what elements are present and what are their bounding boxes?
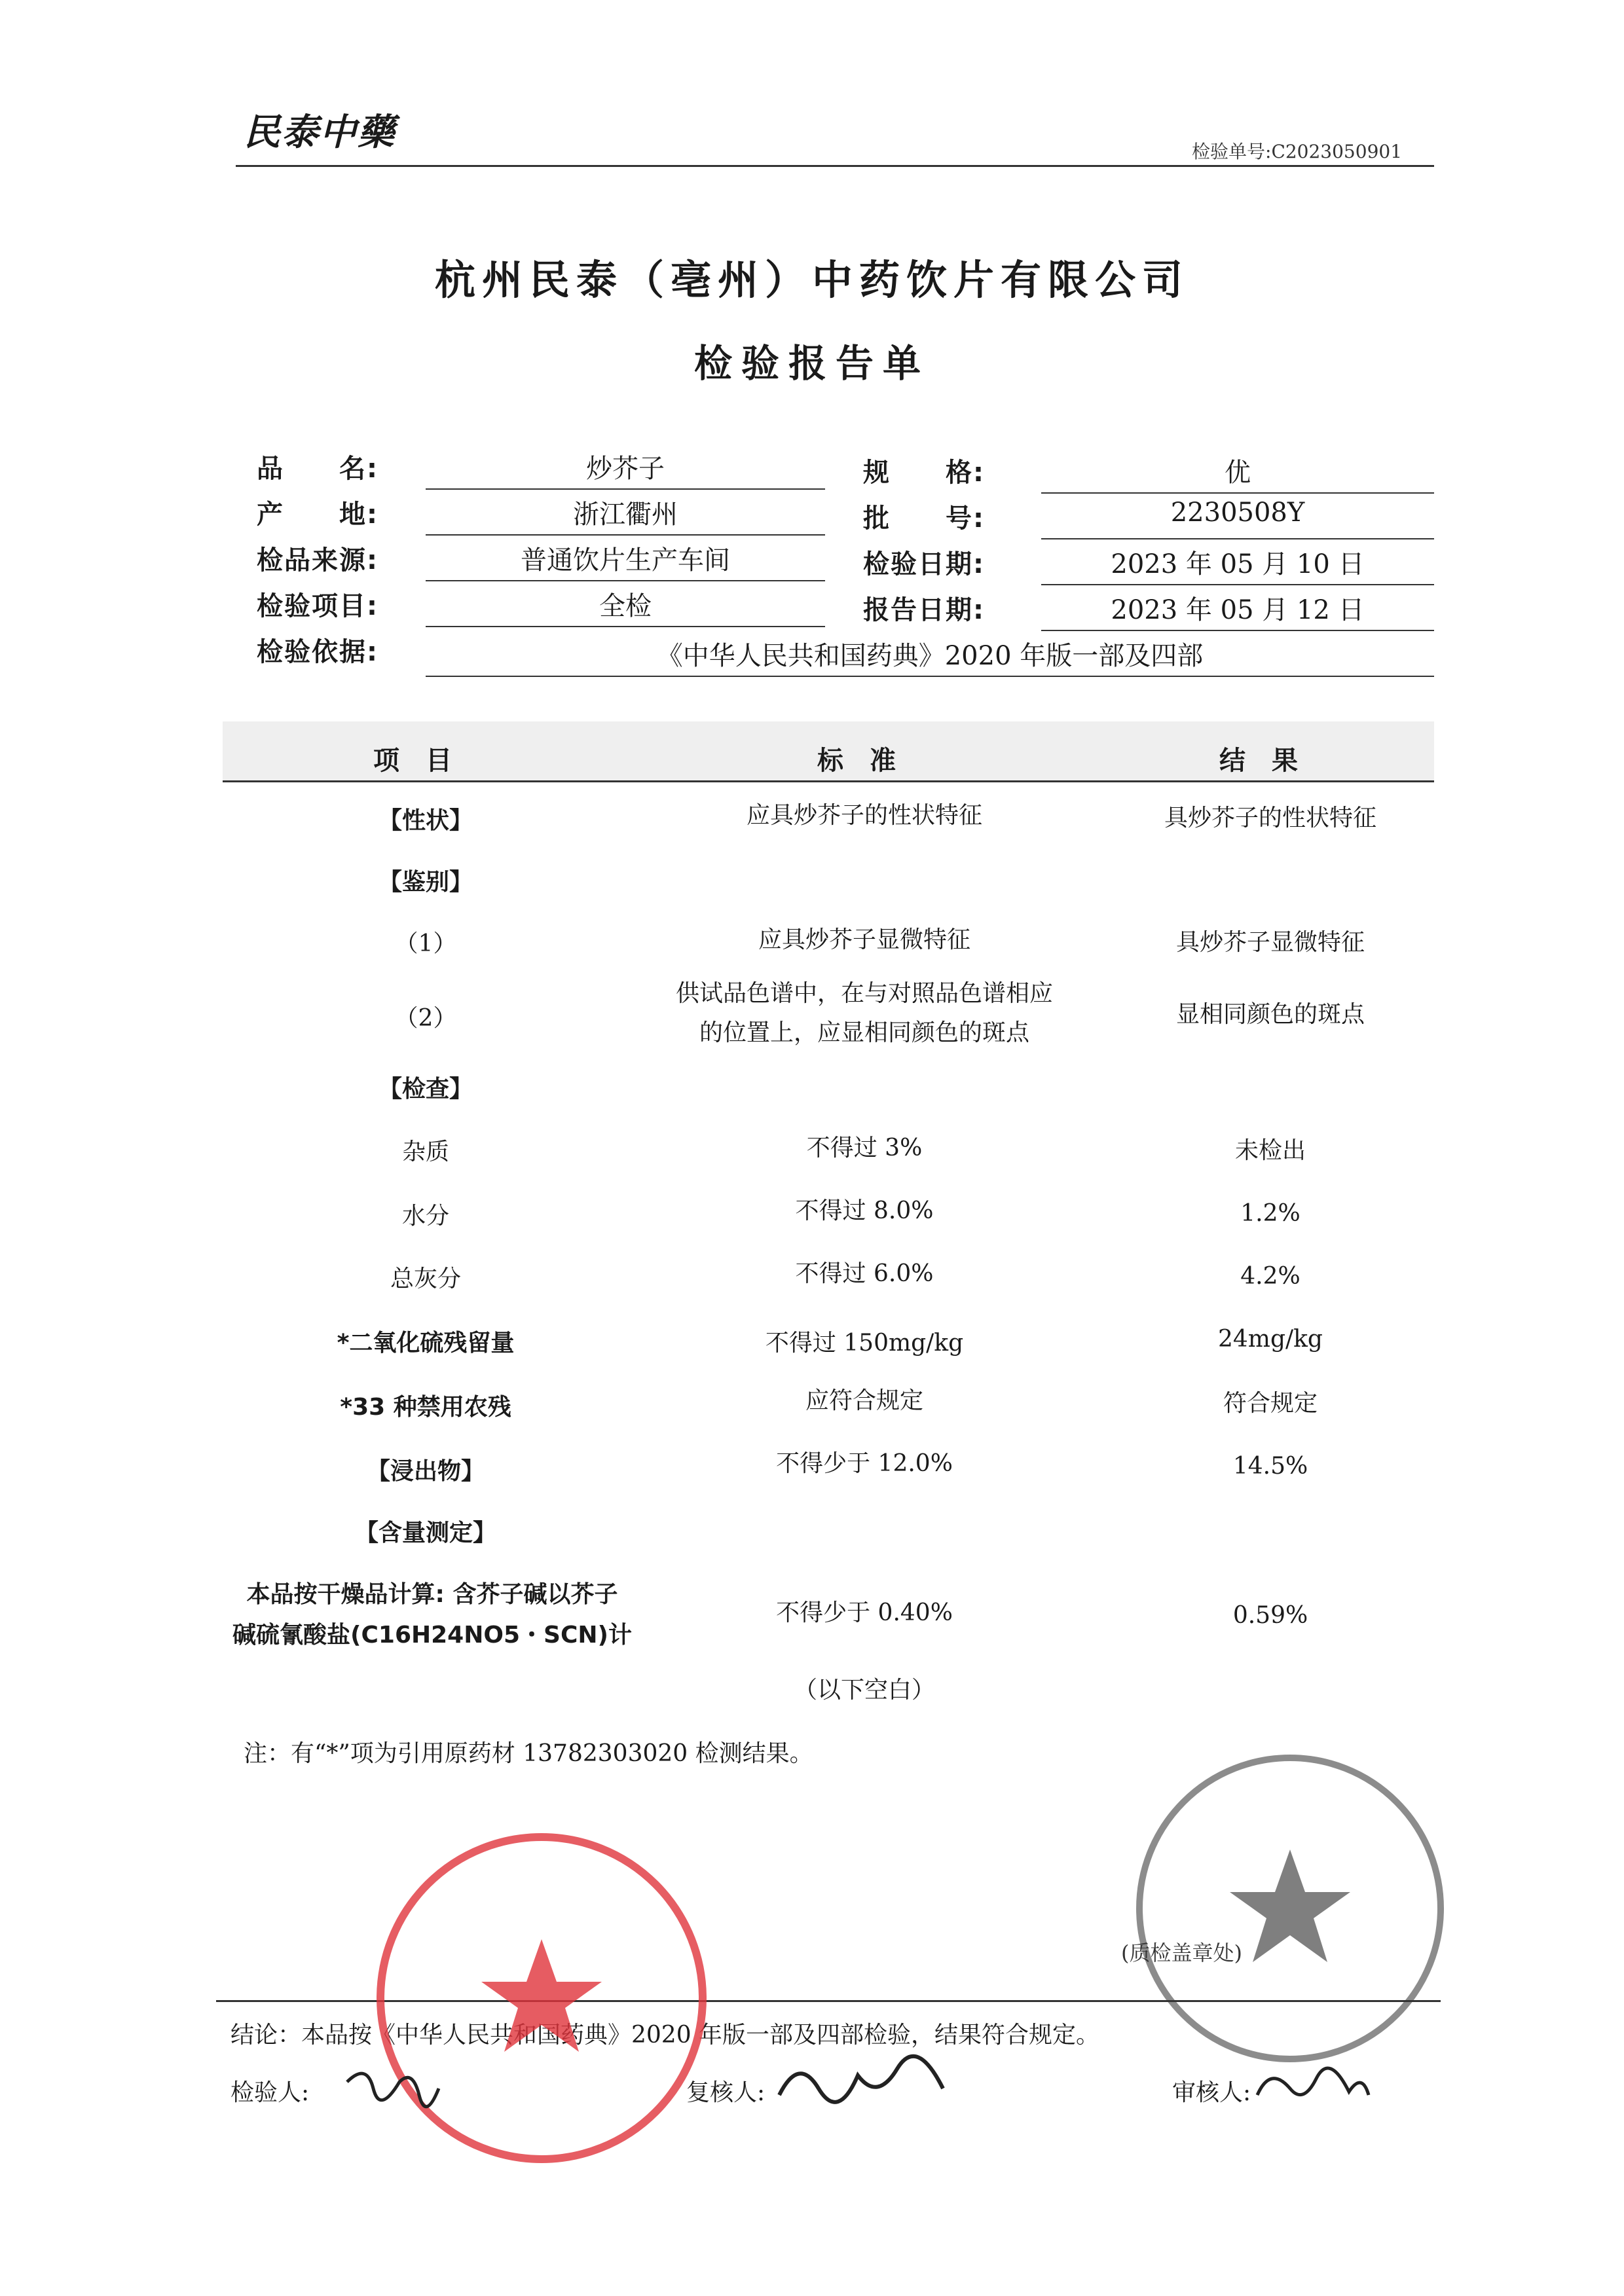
- batch-value: 2230508Y: [1170, 498, 1305, 528]
- table-cell-item: 【含量测定】: [354, 1520, 496, 1546]
- report-date-label: 报告日期:: [863, 595, 985, 625]
- column-header-result: 结果: [1219, 746, 1324, 776]
- stamp-star-icon: [476, 1933, 607, 2064]
- basis-underline: [426, 676, 1434, 677]
- table-cell-standard: 的位置上，应显相同颜色的斑点: [699, 1019, 1029, 1046]
- report-number-value: C2023050901: [1271, 141, 1403, 162]
- reviewer-signature: [773, 2049, 950, 2115]
- table-cell-item: 水分: [401, 1203, 449, 1230]
- table-cell-result: 4.2%: [1240, 1263, 1301, 1290]
- table-end-note: （以下空白）: [793, 1677, 935, 1704]
- spec-underline: [1041, 492, 1434, 494]
- spec-value: 优: [1225, 458, 1251, 488]
- table-cell-item: （1）: [394, 930, 457, 957]
- table-cell-result: 0.59%: [1232, 1602, 1308, 1629]
- product-value: 炒芥子: [586, 454, 665, 484]
- table-cell-item: （2）: [394, 1005, 457, 1032]
- source-value: 普通饮片生产车间: [521, 545, 730, 575]
- approver-signature: [1251, 2056, 1375, 2115]
- table-cell-result: 14.5%: [1232, 1453, 1308, 1480]
- inspector-label: 检验人:: [231, 2079, 310, 2106]
- report-date-underline: [1041, 630, 1434, 631]
- origin-label: 产 地:: [257, 500, 378, 530]
- source-underline: [426, 580, 825, 581]
- document-title: 检验报告单: [693, 341, 930, 386]
- header-divider: [236, 165, 1434, 167]
- test-date-value: 2023 年 05 月 10 日: [1111, 549, 1365, 579]
- table-cell-item: 【性状】: [378, 807, 473, 834]
- table-cell-standard: 不得过 150mg/kg: [765, 1330, 964, 1357]
- basis-label: 检验依据:: [257, 637, 378, 667]
- test-date-underline: [1041, 584, 1434, 585]
- table-cell-item: 杂质: [401, 1139, 449, 1165]
- column-header-standard: 标准: [817, 746, 922, 776]
- item-value: 全检: [599, 591, 652, 621]
- table-cell-item: 【检查】: [378, 1076, 473, 1102]
- test-date-label: 检验日期:: [863, 549, 985, 579]
- product-underline: [426, 488, 825, 490]
- table-cell-item: 本品按干燥品计算: 含芥子碱以芥子: [246, 1581, 618, 1608]
- stamp-area-label: (质检盖章处): [1121, 1941, 1242, 1965]
- table-cell-result: 1.2%: [1240, 1200, 1301, 1227]
- reviewer-label: 复核人:: [686, 2079, 766, 2106]
- table-cell-standard: 不得过 3%: [806, 1135, 923, 1161]
- source-label: 检品来源:: [257, 545, 378, 575]
- table-cell-standard: 应具炒芥子的性状特征: [746, 802, 982, 829]
- table-cell-standard: 不得少于 0.40%: [776, 1599, 953, 1626]
- column-header-item: 项目: [373, 746, 478, 776]
- inspection-stamp: [1136, 1755, 1444, 2062]
- table-cell-standard: 不得过 8.0%: [795, 1197, 934, 1224]
- table-cell-standard: 不得过 6.0%: [795, 1260, 934, 1287]
- table-cell-result: 具炒芥子的性状特征: [1164, 805, 1376, 831]
- company-logo: 民泰中藥: [244, 111, 396, 154]
- report-date-value: 2023 年 05 月 12 日: [1111, 595, 1365, 625]
- company-name: 杭州民泰（亳州）中药饮片有限公司: [434, 256, 1189, 304]
- stamp-star-icon: [1225, 1843, 1356, 1974]
- inspector-signature: [341, 2056, 445, 2115]
- table-header-rule: [223, 780, 1434, 782]
- report-number-label: 检验单号:: [1192, 141, 1272, 162]
- table-cell-standard: 供试品色谱中，在与对照品色谱相应: [675, 980, 1053, 1007]
- table-cell-item: *二氧化硫残留量: [337, 1330, 515, 1357]
- table-cell-item: 碱硫氰酸盐(C16H24NO5・SCN)计: [232, 1622, 632, 1649]
- table-cell-item: 总灰分: [390, 1266, 461, 1292]
- batch-label: 批 号:: [863, 503, 985, 534]
- table-cell-item: *33 种禁用农残: [340, 1394, 511, 1421]
- spec-label: 规 格:: [863, 458, 985, 488]
- product-label: 品 名:: [257, 454, 378, 484]
- origin-underline: [426, 534, 825, 536]
- table-cell-result: 显相同颜色的斑点: [1175, 1001, 1365, 1028]
- table-cell-standard: 应具炒芥子显微特征: [758, 926, 970, 953]
- batch-underline: [1041, 538, 1434, 539]
- table-cell-result: 未检出: [1234, 1137, 1306, 1164]
- conclusion: 结论：本品按《中华人民共和国药典》2020 年版一部及四部检验，结果符合规定。: [231, 2022, 1100, 2049]
- table-cell-result: 具炒芥子显微特征: [1175, 929, 1365, 956]
- table-cell-standard: 不得少于 12.0%: [776, 1450, 953, 1477]
- table-cell-result: 符合规定: [1223, 1390, 1318, 1417]
- report-number: [1192, 137, 1402, 164]
- basis-value: 《中华人民共和国药典》2020 年版一部及四部: [656, 641, 1204, 671]
- item-underline: [426, 626, 825, 627]
- table-cell-item: 【鉴别】: [378, 869, 473, 896]
- footnote: 注：有“*”项为引用原药材 13782303020 检测结果。: [244, 1740, 813, 1767]
- table-cell-item: 【浸出物】: [366, 1458, 485, 1485]
- origin-value: 浙江衢州: [573, 500, 678, 530]
- item-label: 检验项目:: [257, 591, 378, 621]
- table-cell-standard: 应符合规定: [805, 1387, 923, 1414]
- table-cell-result: 24mg/kg: [1218, 1326, 1323, 1353]
- approver-label: 审核人:: [1172, 2079, 1251, 2106]
